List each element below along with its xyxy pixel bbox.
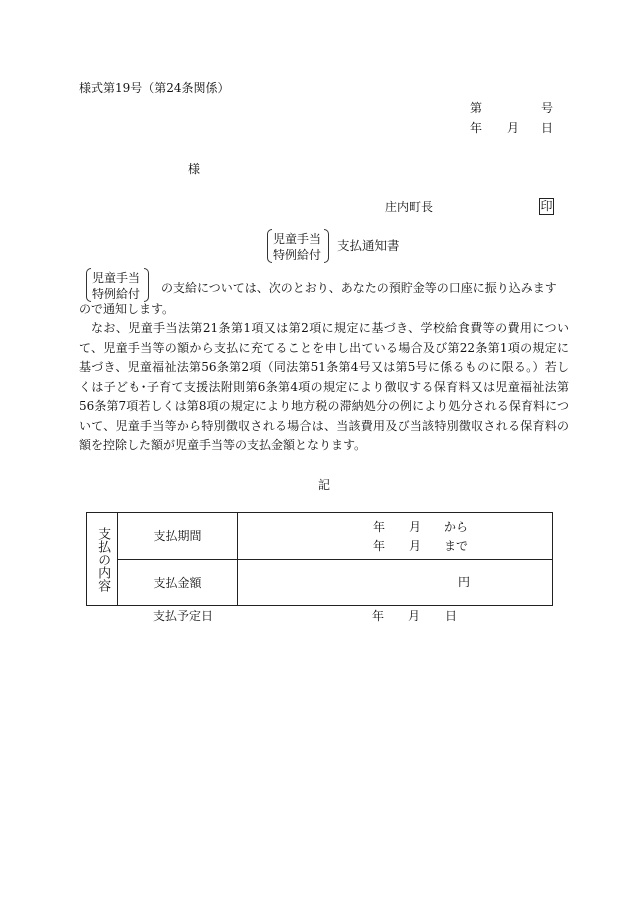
title-choice-1: 児童手当 bbox=[273, 232, 322, 246]
date-day: 日 bbox=[541, 121, 554, 135]
title-bracket-right bbox=[324, 229, 329, 263]
number-go: 号 bbox=[541, 101, 554, 115]
period-to-month: 月 bbox=[409, 539, 422, 553]
body-bracket-right bbox=[144, 268, 149, 302]
scheduled-date-day: 日 bbox=[445, 609, 458, 623]
body-first-line-cont: ので通知します。 bbox=[79, 302, 175, 316]
body-paragraph-2: なお、児童手当法第21条第1項又は第2項に規定に基づき、学校給食費等の費用について、児童手当等の額から支払に充てることを申し出ている場合及び第22条第1項の規定に基づき、児童福祉法第56条第2項（同法第51条第4号又は第5号に係るものに限る。）若しくは子ども･子育て支援法附則第6条第4項の規定により徴収する保育料又は児童福祉法第56条第7項若しくは第8項の規定により地方税の滞納処分の例により処分される保育料について、児童手当等から特別徴収される場合は、当該費用及び当該特別徴収される保育料の額を控除した額が児童手当等の支払金額となります。 bbox=[79, 321, 569, 452]
scheduled-date-label: 支払予定日 bbox=[153, 609, 214, 623]
payment-contents-label: 支払の内容 bbox=[95, 526, 111, 592]
amount-unit: 円 bbox=[458, 575, 471, 589]
document-title: 支払通知書 bbox=[337, 238, 400, 253]
title-bracket-left bbox=[267, 229, 272, 263]
scheduled-date-month: 月 bbox=[408, 609, 421, 623]
issuer: 庄内町長 bbox=[385, 200, 434, 214]
period-to-made: まで bbox=[444, 539, 469, 553]
payment-contents-cell bbox=[87, 513, 118, 606]
body-bracket-left bbox=[86, 268, 91, 302]
title-choice-2: 特例給付 bbox=[273, 248, 322, 262]
seal-stamp: 印 bbox=[540, 199, 553, 213]
body-choice-2: 特例給付 bbox=[92, 287, 141, 301]
body-choice-1: 児童手当 bbox=[92, 271, 141, 285]
amount-value-cell bbox=[238, 560, 553, 606]
amount-label-cell bbox=[118, 560, 238, 606]
addressee-sama: 様 bbox=[188, 162, 201, 176]
scheduled-date-year: 年 bbox=[372, 609, 385, 623]
form-id: 様式第19号（第24条関係） bbox=[79, 81, 230, 95]
body-first-line: の支給については、次のとおり、あなたの預貯金等の口座に振り込みます bbox=[161, 281, 557, 295]
period-label-cell bbox=[118, 513, 238, 560]
period-value-cell bbox=[238, 513, 553, 560]
payment-table bbox=[86, 512, 553, 606]
amount-label: 支払金額 bbox=[153, 575, 202, 590]
period-from-year: 年 bbox=[373, 520, 386, 534]
ki-heading: 記 bbox=[318, 478, 331, 492]
period-from-kara: から bbox=[444, 520, 469, 534]
period-from-month: 月 bbox=[409, 520, 422, 534]
number-dai: 第 bbox=[470, 101, 483, 115]
period-label: 支払期間 bbox=[153, 529, 202, 543]
date-year: 年 bbox=[470, 121, 483, 135]
period-to-year: 年 bbox=[373, 539, 386, 553]
date-month: 月 bbox=[507, 121, 520, 135]
